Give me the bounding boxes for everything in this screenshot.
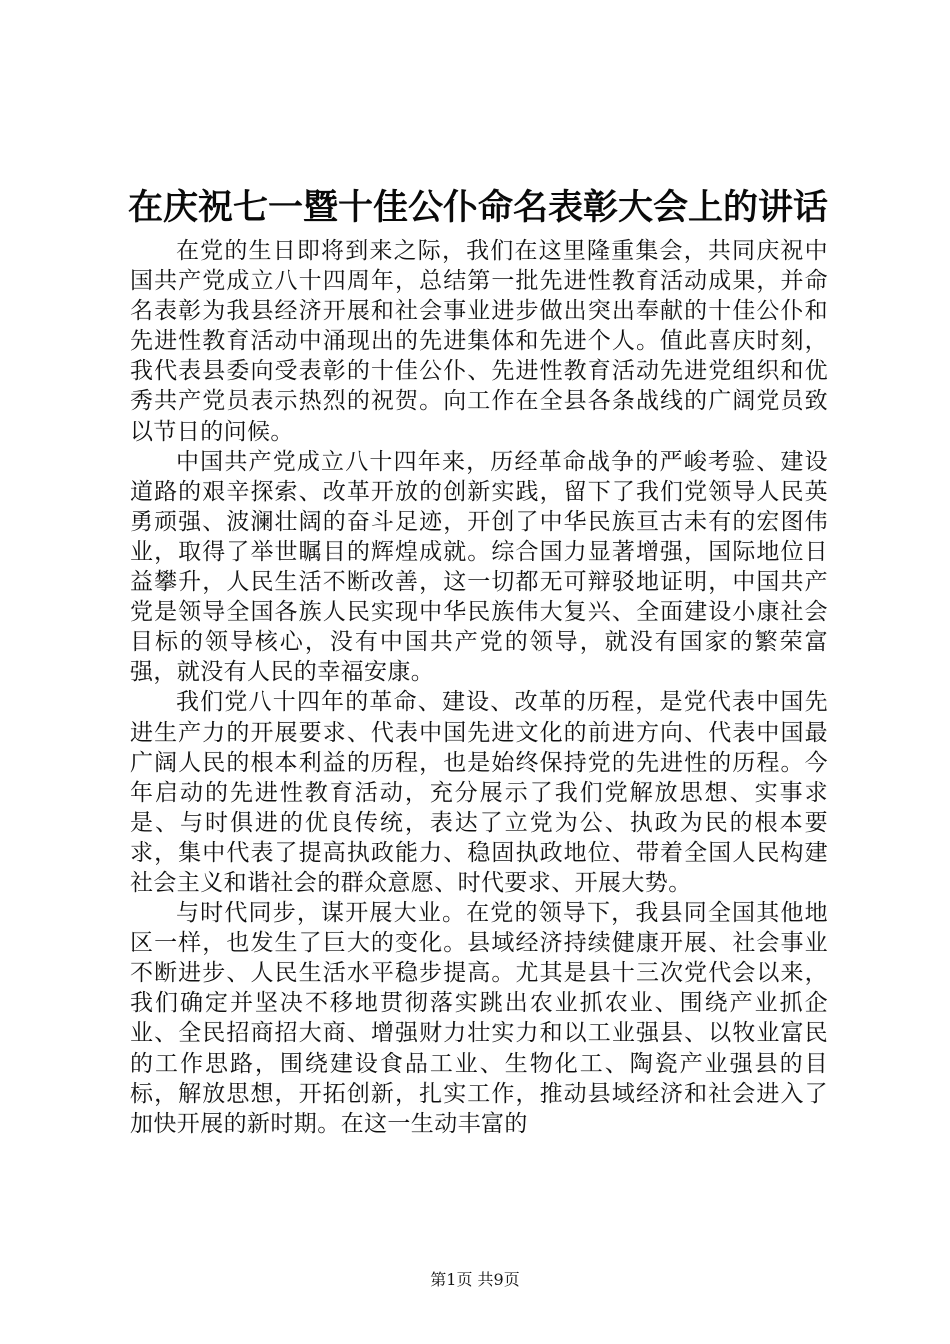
paragraph-4: 与时代同步，谋开展大业。在党的领导下，我县同全国其他地区一样，也发生了巨大的变化。县域经济持续健康开展、社会事业不断进步、人民生活水平稳步提高。尤其是县十三次党代会以来，我们确定并坚决不移地贯彻落实跳出农业抓农业、围绕产业抓企业、全民招商招大商、增强财力壮实力和以工业强县、以牧业富民的工作思路，围绕建设食品工业、生物化工、陶瓷产业强县的目标，解放思想，开拓创新，扎实工作，推动县域经济和社会进入了加快开展的新时期。在这一生动丰富的	[130, 900, 828, 1137]
paragraph-3: 我们党八十四年的革命、建设、改革的历程，是党代表中国先进生产力的开展要求、代表中国先进文化的前进方向、代表中国最广阔人民的根本利益的历程，也是始终保持党的先进性的历程。今年启动的先进性教育活动，充分展示了我们党解放思想、实事求是、与时俱进的优良传统，表达了立党为公、执政为民的根本要求，集中代表了提高执政能力、稳固执政地位、带着全国人民构建社会主义和谐社会的群众意愿、时代要求、开展大势。	[130, 689, 828, 896]
paragraph-1: 在党的生日即将到来之际，我们在这里隆重集会，共同庆祝中国共产党成立八十四周年，总结第一批先进性教育活动成果，并命名表彰为我县经济开展和社会事业进步做出突出奉献的十佳公仆和先进性教育活动中涌现出的先进集体和先进个人。值此喜庆时刻，我代表县委向受表彰的十佳公仆、先进性教育活动先进党组织和优秀共产党员表示热烈的祝贺。向工作在全县各条战线的广阔党员致以节日的问候。	[130, 238, 828, 445]
paragraph-2: 中国共产党成立八十四年来，历经革命战争的严峻考验、建设道路的艰辛探索、改革开放的创新实践，留下了我们党领导人民英勇顽强、波澜壮阔的奋斗足迹，开创了中华民族亘古未有的宏图伟业，取得了举世瞩目的辉煌成就。综合国力显著增强，国际地位日益攀升，人民生活不断改善，这一切都无可辩驳地证明，中国共产党是领导全国各族人民实现中华民族伟大复兴、全面建设小康社会目标的领导核心，没有中国共产党的领导，就没有国家的繁荣富强，就没有人民的幸福安康。	[130, 448, 828, 686]
document-body	[130, 236, 828, 1139]
page-number-footer: 第1页 共9页	[430, 1270, 520, 1289]
page-title: 在庆祝七一暨十佳公仆命名表彰大会上的讲话	[128, 188, 829, 228]
